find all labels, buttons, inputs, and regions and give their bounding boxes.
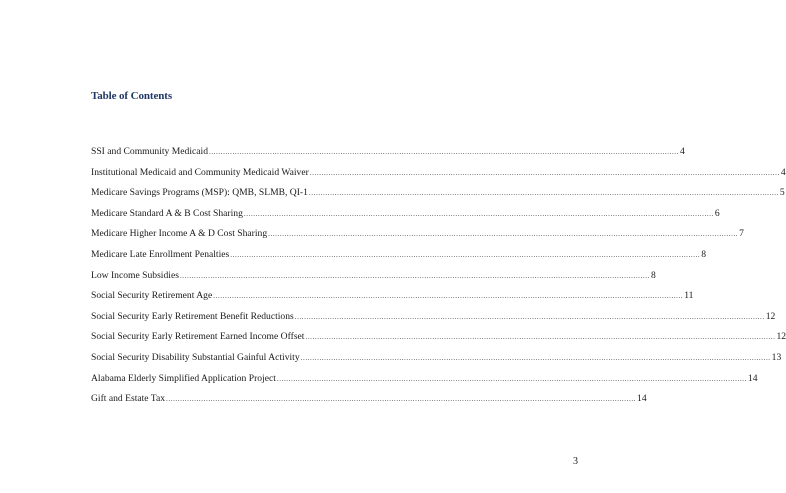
toc-dot-leader: ........................................................................................................................................................................................................	[230, 250, 701, 259]
toc-entry-page: 5	[779, 187, 785, 199]
toc-entry-page: 8	[701, 248, 707, 260]
toc-entry-label: Medicare Savings Programs (MSP): QMB, SLMB, QI-1	[91, 187, 308, 199]
toc-dot-leader: ........................................................................................................................................................................................................	[294, 312, 765, 321]
toc-entry[interactable]	[91, 372, 758, 394]
toc-entry[interactable]	[91, 187, 785, 208]
toc-entry-page: 14	[747, 372, 758, 384]
toc-entry[interactable]	[91, 269, 656, 291]
toc-entry[interactable]	[91, 146, 685, 167]
toc-entry[interactable]	[91, 351, 782, 373]
toc-entry-page: 4	[680, 146, 685, 157]
toc-entry[interactable]	[91, 207, 720, 229]
toc-entry[interactable]	[91, 228, 744, 249]
toc-entry-label: Alabama Elderly Simplified Application Project	[91, 372, 276, 384]
toc-dot-leader: ........................................................................................................................................................................................................	[179, 271, 650, 280]
toc-title: Table of Contents	[91, 90, 173, 102]
toc-entry[interactable]	[91, 290, 694, 311]
toc-entry-label: Social Security Retirement Age	[91, 290, 213, 302]
toc-dot-leader: ........................................................................................................................................................................................................	[305, 333, 776, 342]
toc-dot-leader: ........................................................................................................................................................................................................	[276, 374, 747, 383]
toc-dot-leader: ........................................................................................................................................................................................................	[268, 230, 739, 239]
toc-entry-page: 4	[780, 166, 786, 178]
toc-entry[interactable]	[91, 331, 786, 352]
toc-entry-label: Medicare Standard A & B Cost Sharing	[91, 207, 243, 219]
toc-entry-label: Low Income Subsidies	[91, 269, 179, 281]
toc-entry-page: 12	[765, 310, 776, 322]
toc-entry-label: Medicare Higher Income A & D Cost Sharing	[91, 228, 268, 240]
toc-entry[interactable]	[91, 393, 647, 414]
toc-entry-label: Institutional Medicaid and Community Medicaid Waiver	[91, 166, 309, 178]
toc-dot-leader: ........................................................................................................................................................................................................	[213, 292, 684, 301]
toc-dot-leader: ........................................................................................................................................................................................................	[309, 168, 780, 177]
toc-entry-page: 8	[650, 269, 656, 281]
toc-entry-page: 11	[684, 290, 694, 302]
toc-entry-label: Gift and Estate Tax	[91, 393, 166, 405]
toc-entry-label: SSI and Community Medicaid	[91, 146, 208, 157]
toc-dot-leader: ........................................................................................................................................................................................................	[166, 395, 637, 404]
toc-entry[interactable]	[91, 166, 786, 188]
toc-entry-page: 6	[714, 207, 720, 219]
toc-entry-label: Medicare Late Enrollment Penalties	[91, 248, 230, 260]
toc-entry-label: Social Security Early Retirement Earned Income Offset	[91, 331, 305, 343]
toc-list	[91, 146, 786, 414]
toc-dot-leader: ........................................................................................................................................................................................................	[300, 353, 771, 362]
toc-entry-page: 12	[776, 331, 786, 343]
toc-entry-label: Social Security Early Retirement Benefit Reductions	[91, 310, 294, 322]
toc-entry[interactable]	[91, 310, 776, 332]
toc-dot-leader: ........................................................................................................................................................................................................	[308, 189, 779, 198]
toc-dot-leader: ........................................................................................................................................................................................................	[209, 148, 679, 156]
toc-entry-page: 7	[739, 228, 744, 240]
toc-entry-page: 14	[637, 393, 647, 405]
toc-entry[interactable]	[91, 248, 707, 270]
toc-entry-label: Social Security Disability Substantial Gainful Activity	[91, 351, 300, 363]
page-number: 3	[573, 456, 578, 467]
toc-dot-leader: ........................................................................................................................................................................................................	[243, 209, 714, 218]
toc-entry-page: 13	[771, 351, 782, 363]
